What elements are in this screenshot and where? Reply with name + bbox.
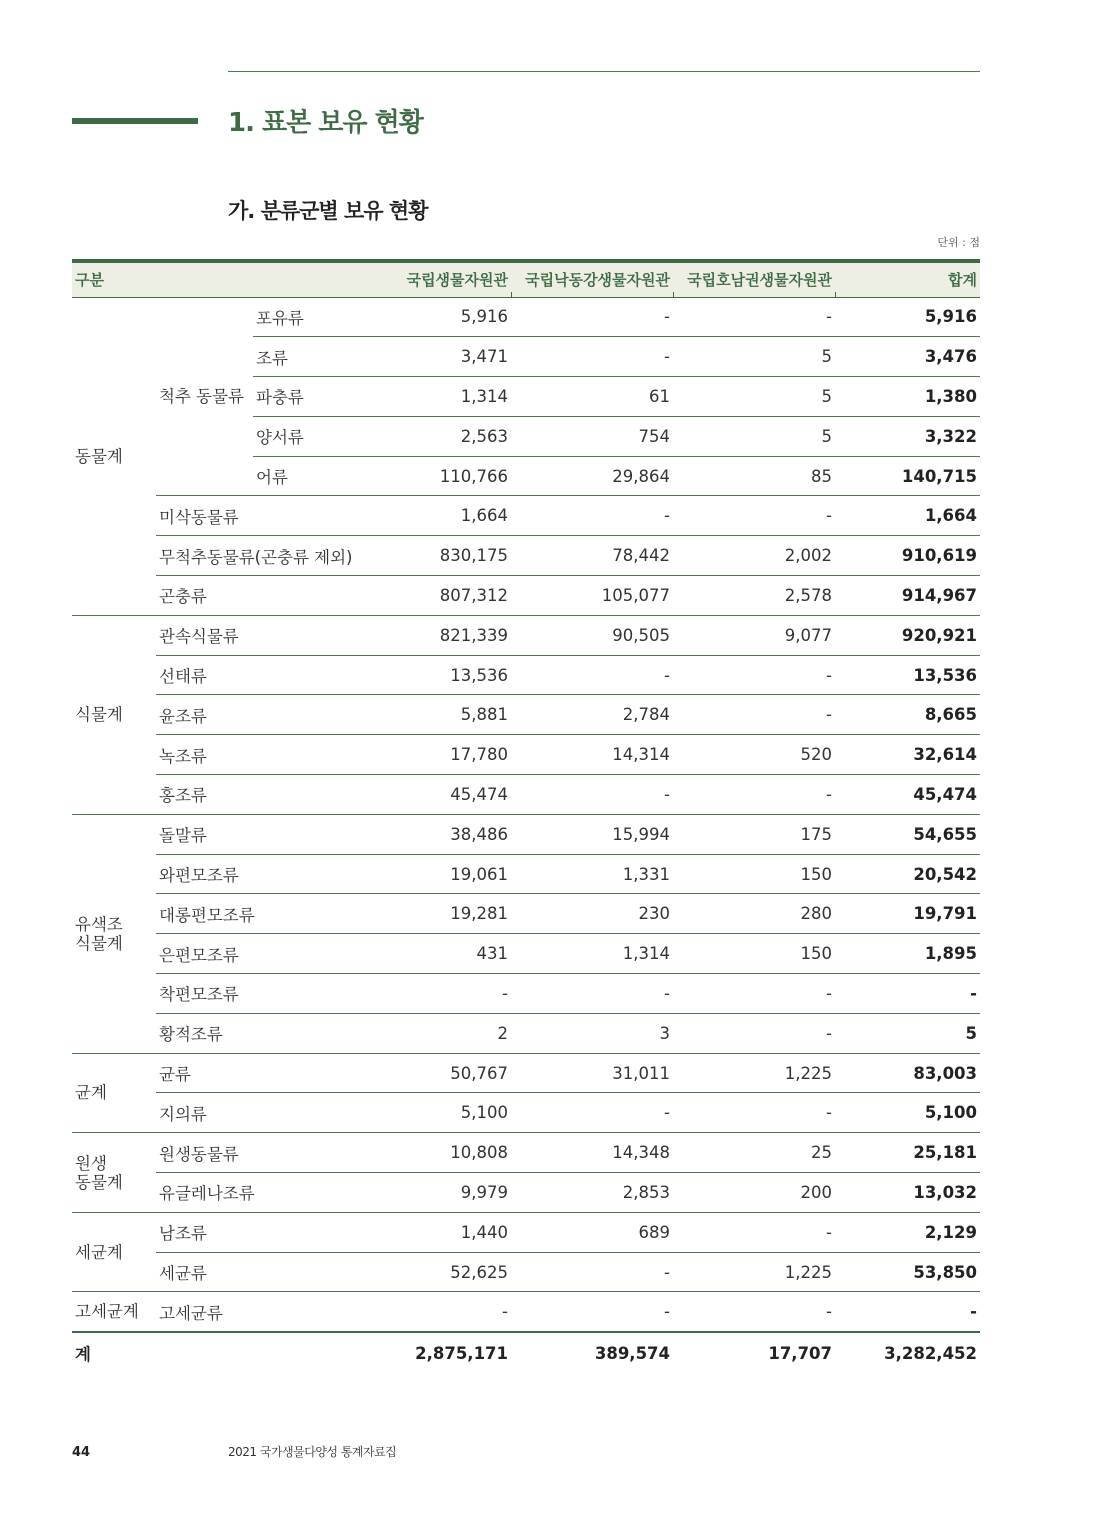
- cell-nakdonggang: 1,314: [511, 934, 673, 974]
- row-name: 유글레나조류: [156, 1173, 348, 1213]
- cell-total: 1,380: [835, 377, 980, 417]
- group-animal: 동물계: [72, 297, 156, 615]
- table-row: [72, 814, 980, 854]
- cell-honam: 520: [673, 735, 835, 775]
- cell-nakdonggang: 689: [511, 1212, 673, 1252]
- cell-nakdonggang: 2,853: [511, 1173, 673, 1213]
- cell-total: 1,895: [835, 934, 980, 974]
- table-header-row: [72, 261, 980, 297]
- cell-nibr: 5,916: [348, 297, 511, 337]
- cell-nibr: 1,440: [348, 1212, 511, 1252]
- row-name: 돌말류: [156, 814, 348, 854]
- cell-honam: -: [673, 297, 835, 337]
- section-accent-bar: [72, 118, 198, 124]
- table-row: [72, 615, 980, 655]
- cell-nibr: 431: [348, 934, 511, 974]
- header-nakdonggang: 국립낙동강생물자원관: [511, 261, 673, 297]
- row-name: 무척추동물류(곤충류 제외): [156, 536, 348, 576]
- publication-title: 2021 국가생물다양성 통계자료집: [228, 1445, 397, 1459]
- group-protozoa: 원생 동물계: [72, 1133, 156, 1213]
- row-name: 윤조류: [156, 695, 348, 735]
- cell-honam: -: [673, 974, 835, 1014]
- table-row: [72, 536, 980, 576]
- cell-total: 910,619: [835, 536, 980, 576]
- table-row: [72, 297, 980, 337]
- row-name: 어류: [253, 456, 348, 496]
- row-name: 세균류: [156, 1252, 348, 1292]
- cell-honam: 175: [673, 814, 835, 854]
- cell-total: 914,967: [835, 576, 980, 616]
- section-title: 1. 표본 보유 현황: [228, 108, 423, 138]
- table-row: [72, 1013, 980, 1053]
- cell-total: 2,129: [835, 1212, 980, 1252]
- cell-total: 140,715: [835, 456, 980, 496]
- table-row: [72, 894, 980, 934]
- cell-honam: 9,077: [673, 615, 835, 655]
- cell-honam: 5: [673, 377, 835, 417]
- cell-honam: 280: [673, 894, 835, 934]
- row-name: 홍조류: [156, 775, 348, 815]
- table-row: [72, 775, 980, 815]
- row-name: 원생동물류: [156, 1133, 348, 1173]
- cell-nibr: 52,625: [348, 1252, 511, 1292]
- table-row: [72, 695, 980, 735]
- cell-nakdonggang: -: [511, 496, 673, 536]
- table-row: [72, 1212, 980, 1252]
- cell-honam: -: [673, 655, 835, 695]
- cell-nakdonggang: 14,314: [511, 735, 673, 775]
- cell-honam: 150: [673, 934, 835, 974]
- row-name: 선태류: [156, 655, 348, 695]
- cell-total: 25,181: [835, 1133, 980, 1173]
- cell-nibr: 821,339: [348, 615, 511, 655]
- row-name: 와편모조류: [156, 854, 348, 894]
- header-category: 구분: [72, 261, 348, 297]
- table-row: [72, 854, 980, 894]
- table-row: [72, 735, 980, 775]
- cell-nakdonggang: 230: [511, 894, 673, 934]
- cell-honam: 1,225: [673, 1053, 835, 1093]
- group-plant: 식물계: [72, 615, 156, 814]
- cell-honam: -: [673, 775, 835, 815]
- cell-nakdonggang: -: [511, 1252, 673, 1292]
- table-row: [72, 1252, 980, 1292]
- row-name: 착편모조류: [156, 974, 348, 1014]
- cell-nakdonggang: 61: [511, 377, 673, 417]
- cell-nakdonggang: -: [511, 655, 673, 695]
- cell-nibr: 45,474: [348, 775, 511, 815]
- specimen-holdings-table: [72, 259, 980, 1374]
- cell-nibr: 1,664: [348, 496, 511, 536]
- cell-nakdonggang: 2,784: [511, 695, 673, 735]
- header-honam: 국립호남권생물자원관: [673, 261, 835, 297]
- row-name: 녹조류: [156, 735, 348, 775]
- cell-total: 5,100: [835, 1093, 980, 1133]
- table-row: [72, 934, 980, 974]
- table-row: [72, 974, 980, 1014]
- cell-nakdonggang: -: [511, 1093, 673, 1133]
- cell-total: 53,850: [835, 1252, 980, 1292]
- cell-honam: 5: [673, 337, 835, 377]
- grand-total-nakdonggang: 389,574: [511, 1332, 673, 1374]
- cell-honam: -: [673, 1292, 835, 1332]
- cell-nakdonggang: -: [511, 337, 673, 377]
- row-name: 곤충류: [156, 576, 348, 616]
- cell-nibr: 13,536: [348, 655, 511, 695]
- row-name: 고세균류: [156, 1292, 348, 1332]
- row-name: 미삭동물류: [156, 496, 348, 536]
- cell-total: 3,322: [835, 416, 980, 456]
- cell-nibr: 5,100: [348, 1093, 511, 1133]
- cell-nibr: 10,808: [348, 1133, 511, 1173]
- grand-total-sum: 3,282,452: [835, 1332, 980, 1374]
- cell-nibr: 807,312: [348, 576, 511, 616]
- unit-label: 단위 : 점: [937, 236, 980, 249]
- cell-nibr: 3,471: [348, 337, 511, 377]
- header-total: 합계: [835, 261, 980, 297]
- cell-nakdonggang: -: [511, 974, 673, 1014]
- cell-total: 32,614: [835, 735, 980, 775]
- cell-honam: 150: [673, 854, 835, 894]
- cell-nakdonggang: -: [511, 1292, 673, 1332]
- grand-total-label: 계: [72, 1332, 348, 1374]
- table-row: [72, 1053, 980, 1093]
- row-name: 포유류: [253, 297, 348, 337]
- top-rule: [228, 71, 980, 72]
- cell-total: 5: [835, 1013, 980, 1053]
- cell-nakdonggang: 3: [511, 1013, 673, 1053]
- header-nibr: 국립생물자원관: [348, 261, 511, 297]
- row-name: 조류: [253, 337, 348, 377]
- cell-total: 19,791: [835, 894, 980, 934]
- subgroup-vertebrate: 척추 동물류: [156, 297, 253, 496]
- cell-honam: 1,225: [673, 1252, 835, 1292]
- group-chromista: 유색조 식물계: [72, 814, 156, 1053]
- cell-honam: -: [673, 1013, 835, 1053]
- cell-nibr: -: [348, 974, 511, 1014]
- row-name: 양서류: [253, 416, 348, 456]
- table-row: [72, 1133, 980, 1173]
- cell-nibr: 17,780: [348, 735, 511, 775]
- grand-total-honam: 17,707: [673, 1332, 835, 1374]
- cell-total: 20,542: [835, 854, 980, 894]
- row-name: 남조류: [156, 1212, 348, 1252]
- row-name: 지의류: [156, 1093, 348, 1133]
- cell-nakdonggang: 90,505: [511, 615, 673, 655]
- cell-nakdonggang: 31,011: [511, 1053, 673, 1093]
- cell-nakdonggang: 15,994: [511, 814, 673, 854]
- cell-total: 13,536: [835, 655, 980, 695]
- cell-total: 83,003: [835, 1053, 980, 1093]
- cell-nibr: 19,281: [348, 894, 511, 934]
- cell-nakdonggang: 78,442: [511, 536, 673, 576]
- cell-nakdonggang: 105,077: [511, 576, 673, 616]
- row-name: 황적조류: [156, 1013, 348, 1053]
- cell-nibr: 2: [348, 1013, 511, 1053]
- cell-total: 8,665: [835, 695, 980, 735]
- group-fungi: 균계: [72, 1053, 156, 1133]
- cell-nibr: 110,766: [348, 456, 511, 496]
- cell-nakdonggang: 14,348: [511, 1133, 673, 1173]
- cell-nibr: 2,563: [348, 416, 511, 456]
- cell-honam: -: [673, 1093, 835, 1133]
- row-name: 관속식물류: [156, 615, 348, 655]
- cell-nibr: 830,175: [348, 536, 511, 576]
- cell-total: 3,476: [835, 337, 980, 377]
- cell-nibr: 5,881: [348, 695, 511, 735]
- cell-nibr: 1,314: [348, 377, 511, 417]
- cell-honam: -: [673, 496, 835, 536]
- cell-total: 920,921: [835, 615, 980, 655]
- cell-honam: 2,002: [673, 536, 835, 576]
- table-row: [72, 496, 980, 536]
- cell-nakdonggang: -: [511, 775, 673, 815]
- cell-honam: 25: [673, 1133, 835, 1173]
- cell-nakdonggang: 29,864: [511, 456, 673, 496]
- cell-total: 5,916: [835, 297, 980, 337]
- cell-total: 45,474: [835, 775, 980, 815]
- cell-total: -: [835, 974, 980, 1014]
- table-row: [72, 1173, 980, 1213]
- grand-total-row: [72, 1332, 980, 1374]
- row-name: 파충류: [253, 377, 348, 417]
- cell-total: 13,032: [835, 1173, 980, 1213]
- cell-nakdonggang: -: [511, 297, 673, 337]
- cell-nibr: 50,767: [348, 1053, 511, 1093]
- cell-nibr: 19,061: [348, 854, 511, 894]
- row-name: 대롱편모조류: [156, 894, 348, 934]
- cell-nakdonggang: 1,331: [511, 854, 673, 894]
- cell-honam: 200: [673, 1173, 835, 1213]
- cell-nakdonggang: 754: [511, 416, 673, 456]
- cell-nibr: 9,979: [348, 1173, 511, 1213]
- table-row: [72, 1093, 980, 1133]
- table-row: [72, 1292, 980, 1332]
- cell-total: -: [835, 1292, 980, 1332]
- group-bacteria: 세균계: [72, 1212, 156, 1292]
- cell-nibr: -: [348, 1292, 511, 1332]
- subsection-title: 가. 분류군별 보유 현황: [228, 199, 428, 223]
- grand-total-nibr: 2,875,171: [348, 1332, 511, 1374]
- cell-honam: 2,578: [673, 576, 835, 616]
- table-row: [72, 576, 980, 616]
- page-number: 44: [72, 1445, 91, 1460]
- cell-honam: 5: [673, 416, 835, 456]
- cell-honam: -: [673, 1212, 835, 1252]
- cell-total: 1,664: [835, 496, 980, 536]
- group-archaea: 고세균계: [72, 1292, 156, 1332]
- row-name: 은편모조류: [156, 934, 348, 974]
- cell-nibr: 38,486: [348, 814, 511, 854]
- cell-total: 54,655: [835, 814, 980, 854]
- table-row: [72, 655, 980, 695]
- cell-honam: -: [673, 695, 835, 735]
- cell-honam: 85: [673, 456, 835, 496]
- row-name: 균류: [156, 1053, 348, 1093]
